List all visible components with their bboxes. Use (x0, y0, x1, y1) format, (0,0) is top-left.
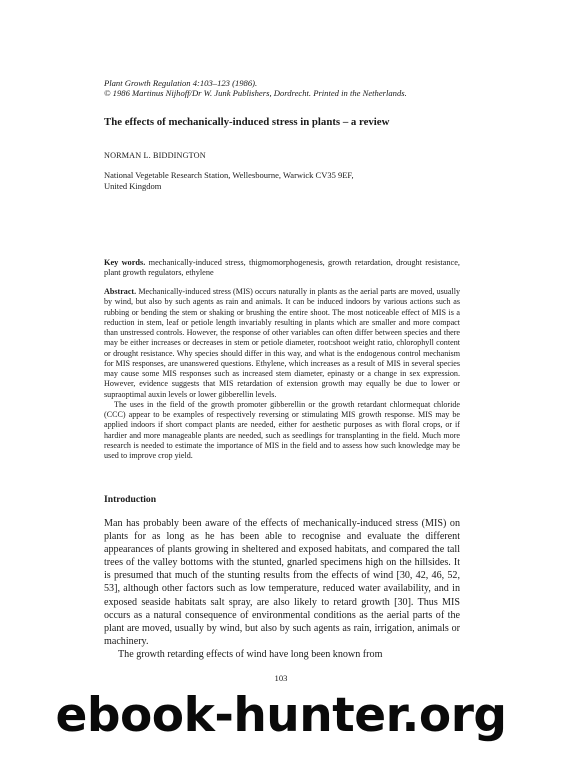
abstract-section (104, 287, 460, 461)
keywords-label: Key words. (104, 258, 146, 267)
affiliation-country: United Kingdom (104, 180, 162, 191)
author-name: NORMAN L. BIDDINGTON (104, 151, 206, 160)
keywords-section (104, 258, 460, 279)
body-paragraph: The growth retarding effects of wind have long been known from (118, 648, 383, 660)
introduction-body (104, 517, 460, 661)
body-paragraph: Man has probably been aware of the effects of mechanically-induced stress (MIS) on plants for as long as he has been able to recognise and evaluate the different appearances of plants growing in sheltered and exposed habitats, and compared the tall trees of the valley bottoms with the stunted, gnarled specimens high on the hillsides. It is presumed that much of the stunting results from the effects of wind [30, 42, 46, 52, 53], although other factors such as low temperature, reduced water availability, and in exposed seaside habitats salt spray, are also likely to retard growth [30]. Thus MIS occurs as a natural consequence of environmental conditions as the aerial parts of the plant are moved, usually by wind, but also by such agents as rain, irrigation, animals or machinery. (104, 518, 460, 647)
abstract-paragraph (104, 287, 460, 400)
author-affiliation (104, 170, 460, 191)
section-heading: Introduction (104, 494, 157, 505)
page-number: 103 (274, 673, 288, 683)
copyright-notice: © 1986 Martinus Nijhoff/Dr W. Junk Publishers, Dordrecht. Printed in the Netherlands. (104, 88, 407, 99)
abstract-text: Mechanically-induced stress (MIS) occurs naturally in plants as the aerial parts are moved, usually by wind, but also by such agents as rain and animals. It can be induced indoors by various actions such as rubbing or bending the stem or shaking or brushing the entire shoot. The most noticeable effect of MIS is a reduction in stem, leaf or petiole length invariably resulting in plants which are smaller and more compact than unstressed controls. However, the response of other variables can often differ between species and there may be either increases or decreases in stem or petiole diameter, root:shoot weight ratio, chlorophyll content or drought resistance. Why species should differ in this way, and what is the endogenous control mechanism for MIS responses, are unanswered questions. Ethylene, which increases as a result of MIS in several species may cause some MIS responses such as increased stem diameter, epinasty or a change in sex expression. However, evidence suggests that MIS retardation of extension growth may equally be due to lower or supraoptimal auxin levels or lower gibberellin levels. (104, 287, 460, 399)
abstract-paragraph: The uses in the field of the growth promoter gibberellin or the growth retardant chlormequat chloride (CCC) appear to be examples of respectively reversing or stimulating MIS growth response. MIS may be applied indoors if short compact plants are needed, either for aesthetic purposes as with floral crops, or if hardier and more manageable plants are needed, such as seedlings for transplanting in the field. Much more research is needed to estimate the importance of MIS in the field and to assess how such knowledge may be used to improve crop yield. (104, 399, 460, 460)
keywords-text: mechanically-induced stress, thigmomorphogenesis, growth retardation, drought resistance, plant growth regulators, ethylene (104, 258, 460, 278)
affiliation-line: National Vegetable Research Station, Wellesbourne, Warwick CV35 9EF, (104, 170, 354, 180)
journal-citation: Plant Growth Regulation 4:103–123 (1986). (104, 78, 258, 88)
journal-header (104, 78, 460, 99)
watermark-text: ebook-hunter.org (55, 688, 507, 743)
abstract-label: Abstract. (104, 287, 137, 296)
article-title: The effects of mechanically-induced stress in plants – a review (104, 116, 390, 128)
